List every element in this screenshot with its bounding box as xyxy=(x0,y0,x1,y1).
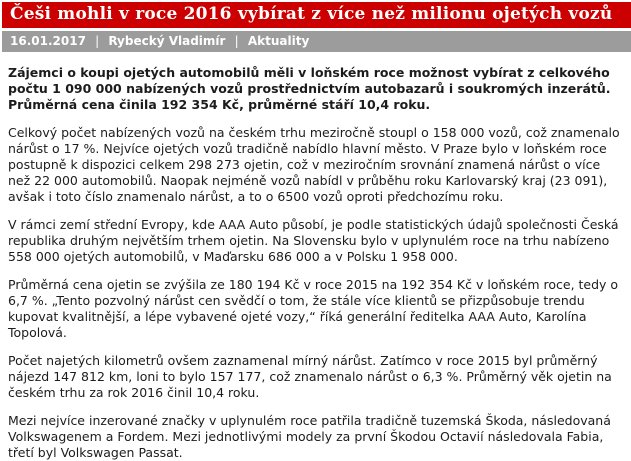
article-body xyxy=(2,65,631,461)
article-author: Rybecký Vladimír xyxy=(108,34,226,48)
article-page xyxy=(2,2,631,461)
article-paragraph: V rámci zemí střední Evropy, kde AAA Auto působí, je podle statistických údajů společnosti Česká republika druhým největším trhem ojetin. Na Slovensku bylo v uplynulém roce na trhu nabízeno 558 000 ojetých automobilů, v Maďarsku 686 000 a v Polsku 1 958 000. xyxy=(8,217,619,264)
article-lead-paragraph: Zájemci o koupi ojetých automobilů měli v loňském roce možnost vybírat z celkového počtu 1 090 000 nabízených vozů prostřednictvím autobazarů i soukromých inzerátů. Průměrná cena činila 192 354 Kč, průměrné stáří 10,4 roku. xyxy=(8,65,611,112)
meta-separator: | xyxy=(234,34,239,48)
article-date: 16.01.2017 xyxy=(10,34,86,48)
article-paragraph: Mezi nejvíce inzerované značky v uplynulém roce patřila tradičně tuzemská Škoda, následovaná Volkswagenem a Fordem. Mezi jednotlivými modely za první Škodou Octavií následovala Fabia, třetí byl Volkswagen Passat. xyxy=(8,413,611,460)
article-title: Češi mohli v roce 2016 vybírat z více než milionu ojetých vozů xyxy=(2,2,631,28)
meta-separator: | xyxy=(95,34,100,48)
article-paragraph: Celkový počet nabízených vozů na českém trhu meziročně stoupl o 158 000 vozů, což znamenalo nárůst o 17 %. Nejvíce ojetých vozů tradičně nabídlo hlavní město. V Praze bylo v loňském roce postupně k dispozici celkem 298 273 ojetin, což v meziročním srovnání znamená nárůst o více než 22 000 automobilů. Naopak nejméně vozů nabídl v průběhu roku Karlovarský kraj (23 091), avšak i toto číslo znamenalo nárůst, a to o 6500 vozů oproti předchozímu roku. xyxy=(8,125,620,204)
article-paragraph: Průměrná cena ojetin se zvýšila ze 180 194 Kč v roce 2015 na 192 354 Kč v loňském roce, tedy o 6,7 %. „Tento pozvolný nárůst cen svědčí o tom, že stále více klientů se přizpůsobuje trendu kupovat kvalitnější, a lépe vybavené ojeté vozy,“ říká generální ředitelka AAA Auto, Karolína Topolová. xyxy=(8,277,619,340)
article-meta-bar xyxy=(2,31,631,52)
article-category: Aktuality xyxy=(247,34,310,48)
article-paragraph: Počet najetých kilometrů ovšem zaznamenal mírný nárůst. Zatímco v roce 2015 byl průměrný nájezd 147 812 km, loni to bylo 157 177, což znamenalo nárůst o 6,3 %. Průměrný věk ojetin na českém trhu za rok 2016 činil 10,4 roku. xyxy=(8,353,612,400)
